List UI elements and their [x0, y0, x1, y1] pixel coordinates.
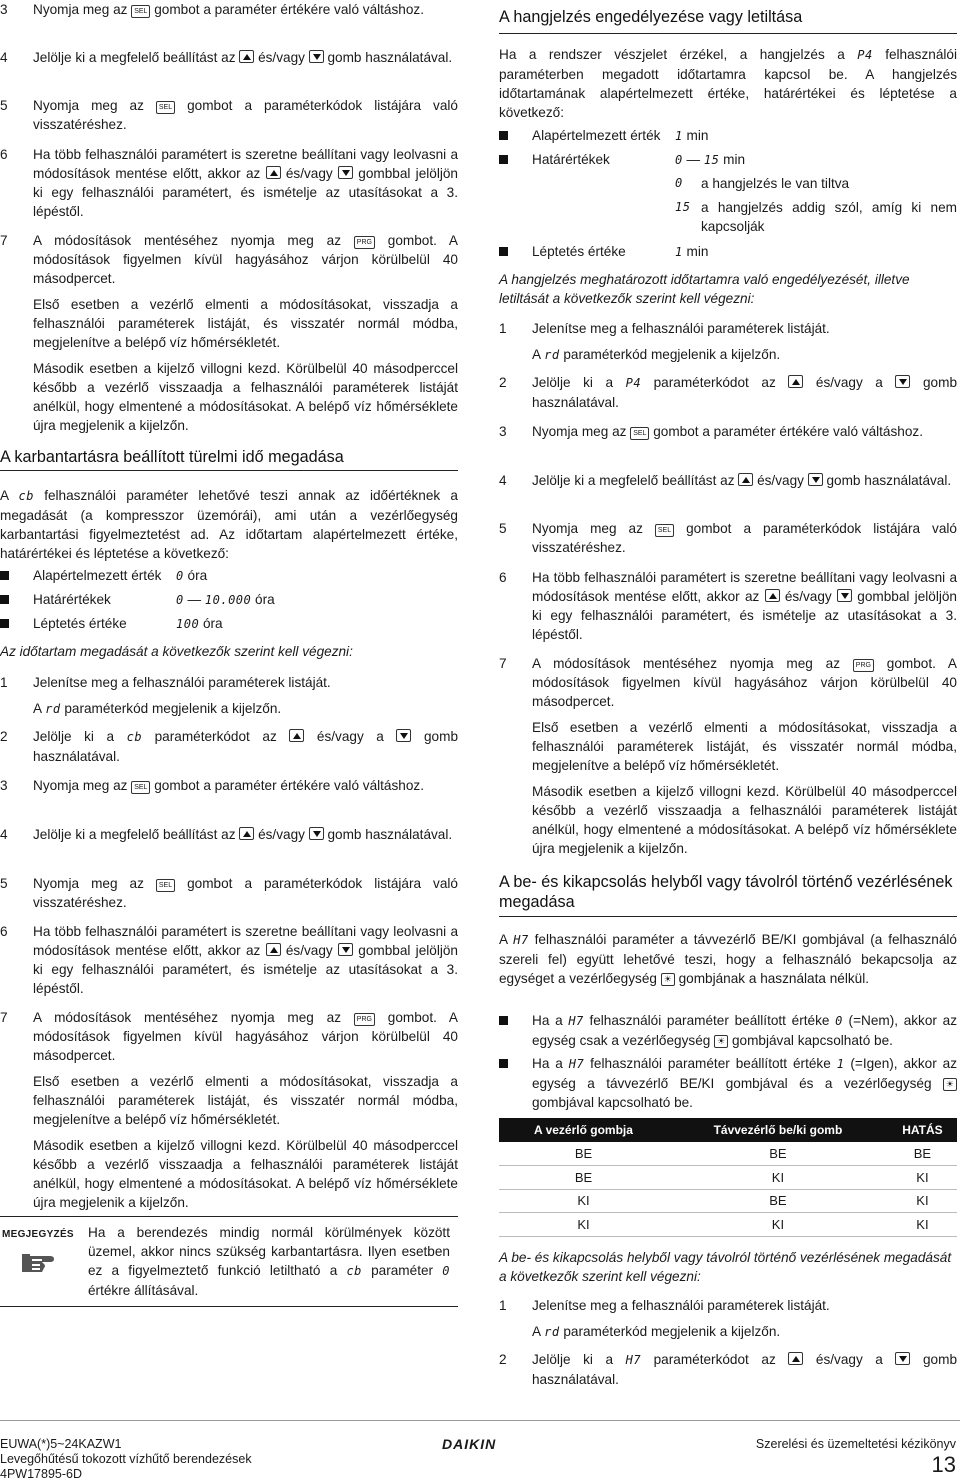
square-bullet-icon: [499, 247, 508, 256]
step-paragraph: Jelölje ki a megfelelő beállítást az és/vagy gomb használatával.: [33, 827, 453, 842]
step-text: [33, 727, 458, 766]
arrow-up-key-icon: [289, 729, 304, 742]
arrow-up-key-icon: [788, 1352, 803, 1365]
step-paragraph: Jelölje ki a megfelelő beállítást az és/vagy gomb használatával.: [33, 50, 453, 65]
step-item: [0, 96, 458, 134]
table-cell: BE: [499, 1166, 668, 1190]
square-bullet-icon: [499, 131, 508, 140]
step-paragraph: Nyomja meg az SEL gombot a paraméter értékére való váltáshoz.: [33, 2, 424, 17]
step-paragraph: Jelölje ki a P4 paraméterkódot az és/vagy a gomb használatával.: [532, 375, 958, 410]
display-code: cb: [126, 730, 143, 744]
note-bottom-rule: [0, 1306, 458, 1307]
step-text: [33, 673, 458, 719]
step-item: [0, 922, 458, 998]
square-bullet-icon: [0, 595, 9, 604]
footer-doc-code: 4PW17895-6D: [0, 1467, 82, 1481]
step-paragraph: Első esetben a vezérlő elmenti a módosításokat, visszadja a felhasználói paraméterek listáját, és visszatér normál módba, megjelenítve a belépő víz hőmérsékletét.: [33, 297, 458, 350]
table-cell: KI: [888, 1166, 957, 1190]
bullet-label: Alapértelmezett érték: [532, 128, 661, 143]
page-number: 13: [931, 1452, 956, 1477]
step-number: 1: [0, 675, 8, 690]
step-paragraph: A rd paraméterkód megjelenik a kijelzőn.: [33, 701, 282, 716]
bullet-label: Határértékek: [33, 592, 111, 607]
table-row: [499, 1213, 957, 1237]
step-item: [0, 825, 458, 844]
bullet-label: Léptetés értéke: [33, 616, 127, 631]
step-paragraph: Jelölje ki a cb paraméterkódot az és/vagy a gomb használatával.: [33, 729, 459, 764]
display-code: 0: [176, 569, 184, 583]
arrow-down-key-icon: [309, 50, 324, 63]
prg-key-icon: PRG: [354, 1013, 375, 1026]
step-number: 4: [0, 827, 8, 842]
step-text: [532, 519, 957, 557]
table-cell: KI: [668, 1213, 888, 1237]
bullet-item: [499, 1054, 957, 1112]
display-code: H7: [568, 1057, 585, 1071]
footer-product: Levegőhűtésű tokozott vízhűtő berendezések: [0, 1452, 252, 1466]
step-paragraph: Második esetben a kijelző villogni kezd. Körülbelül 40 másodperccel később a vezérlő visszaadja a felhasználói paraméterek listáját anélkül, hogy elmentené a módosításokat. A belépő víz hőmérséklete újra megjelenik a kijelzőn.: [532, 784, 957, 856]
step-text: [33, 825, 458, 844]
arrow-down-key-icon: [396, 729, 411, 742]
bullet-item: [499, 1011, 957, 1050]
arrow-up-key-icon: [738, 473, 753, 486]
step-paragraph: A módosítások mentéséhez nyomja meg az PRG gombot. A módosítások figyelmen kívül hagyásához várjon körülbelül 40 másodpercet.: [33, 233, 458, 286]
note-label: MEGJEGYZÉS: [2, 1229, 74, 1240]
display-code: 1: [675, 245, 683, 259]
step-number: 3: [0, 778, 8, 793]
step-paragraph: Második esetben a kijelző villogni kezd. Körülbelül 40 másodperccel később a vezérlő visszaadja a felhasználói paraméterek listáját anélkül, hogy elmentené a módosításokat. A belépő víz hőmérséklete újra megjelenik a kijelzőn.: [33, 361, 458, 433]
step-paragraph: Jelenítse meg a felhasználói paraméterek listáját.: [532, 321, 830, 336]
bullet-text: Ha a H7 felhasználói paraméter beállított értéke 0 (=Nem), akkor az egység csak a vezérlőegység ☀ gombjával kapcsolható be.: [532, 1013, 957, 1048]
step-paragraph: Nyomja meg az SEL gombot a paraméter értékére való váltáshoz.: [532, 424, 923, 439]
step-item: [0, 145, 458, 221]
step-text: [532, 568, 957, 644]
bullet-value: 0 — 15 min: [675, 152, 746, 167]
step-item: [0, 673, 458, 719]
step-number: 1: [499, 321, 507, 336]
sel-key-icon: SEL: [655, 524, 674, 537]
arrow-down-key-icon: [895, 375, 910, 388]
step-number: 7: [0, 1010, 8, 1025]
step-text: [33, 922, 458, 998]
step-number: 7: [0, 233, 8, 248]
step-item: [499, 319, 957, 365]
footer-manual: Szerelési és üzemeltetési kézikönyv: [755, 1437, 956, 1451]
step-number: 6: [0, 147, 8, 162]
table-cell: BE: [499, 1142, 668, 1166]
step-text: [532, 1350, 957, 1389]
step-item: [0, 874, 458, 912]
sel-key-icon: SEL: [131, 781, 150, 794]
step-number: 5: [0, 98, 8, 113]
step-number: 7: [499, 656, 507, 671]
square-bullet-icon: [0, 571, 9, 580]
range-note: [675, 198, 957, 236]
section-rule: [499, 33, 957, 34]
step-number: 4: [0, 50, 8, 65]
table-header-cell: A vezérlő gombja: [499, 1118, 668, 1142]
step-paragraph: Nyomja meg az SEL gombot a paraméter értékére való váltáshoz.: [33, 778, 424, 793]
step-number: 4: [499, 473, 507, 488]
table-header-cell: HATÁS: [888, 1118, 957, 1142]
step-paragraph: A rd paraméterkód megjelenik a kijelzőn.: [532, 347, 781, 362]
display-code: cb: [346, 1264, 362, 1278]
prg-key-icon: PRG: [853, 659, 874, 672]
arrow-up-key-icon: [788, 375, 803, 388]
step-paragraph: Első esetben a vezérlő elmenti a módosításokat, visszadja a felhasználói paraméterek listáját, és visszatér normál módba, megjelenítve a belépő víz hőmérsékletét.: [532, 720, 957, 773]
step-paragraph: Jelenítse meg a felhasználói paraméterek listáját.: [33, 675, 331, 690]
step-item: [499, 1350, 957, 1389]
prg-key-icon: PRG: [354, 236, 375, 249]
arrow-down-key-icon: [338, 166, 353, 179]
step-paragraph: A módosítások mentéséhez nyomja meg az PRG gombot. A módosítások figyelmen kívül hagyásához várjon körülbelül 40 másodpercet.: [532, 656, 957, 709]
step-item: [0, 776, 458, 795]
table-cell: KI: [668, 1166, 888, 1190]
table-cell: KI: [888, 1189, 957, 1213]
step-text: [33, 145, 458, 221]
display-code: 100: [176, 617, 200, 631]
bullet-value: 100 óra: [176, 616, 223, 631]
bullet-label: Léptetés értéke: [532, 244, 626, 259]
display-code: rd: [544, 348, 560, 362]
display-code: P4: [625, 376, 642, 390]
table-cell: KI: [499, 1213, 668, 1237]
step-paragraph: Első esetben a vezérlő elmenti a módosításokat, visszadja a felhasználói paraméterek listáját, és visszatér normál módba, megjelenítve a belépő víz hőmérsékletét.: [33, 1074, 458, 1127]
step-paragraph: Nyomja meg az SEL gombot a paraméterkódok listájára való visszatéréshez.: [33, 876, 458, 910]
section-title-alarm: A hangjelzés engedélyezése vagy letiltása: [499, 8, 803, 26]
alarm-instructions: A hangjelzés meghatározott időtartamra való engedélyezését, illetve letiltását a következők szerint kell végezni:: [499, 272, 910, 306]
step-item: [0, 0, 458, 19]
step-item: [0, 231, 458, 435]
on-off-table: [499, 1118, 957, 1237]
step-number: 2: [0, 729, 8, 744]
square-bullet-icon: [0, 619, 9, 628]
on-off-key-icon: ☀: [714, 1035, 728, 1048]
step-text: [33, 776, 458, 795]
remote-instructions: A be- és kikapcsolás helyből vagy távolról történő vezérlésének megadását a következők szerint kell végezni:: [499, 1250, 952, 1284]
table-cell: KI: [499, 1189, 668, 1213]
bullet-label: Alapértelmezett érték: [33, 568, 162, 583]
step-item: [0, 48, 458, 67]
display-code: 0: [442, 1264, 450, 1278]
section-rule: [0, 470, 458, 471]
on-off-key-icon: ☀: [943, 1078, 957, 1091]
range-note-text: a hangjelzés le van tiltva: [701, 176, 850, 191]
step-text: [532, 471, 957, 490]
sel-key-icon: SEL: [630, 427, 649, 440]
step-paragraph: A rd paraméterkód megjelenik a kijelzőn.: [532, 1324, 781, 1339]
display-code: H7: [568, 1014, 584, 1028]
table-row: [499, 1166, 957, 1190]
step-paragraph: Második esetben a kijelző villogni kezd. Körülbelül 40 másodperccel később a vezérlő visszaadja a felhasználói paraméterek listáját anélkül, hogy elmentené a módosításokat. A belépő víz hőmérséklete újra megjelenik a kijelzőn.: [33, 1138, 458, 1210]
step-item: [499, 654, 957, 858]
arrow-up-key-icon: [239, 50, 254, 63]
step-number: 5: [499, 521, 507, 536]
step-text: [532, 319, 957, 365]
step-paragraph: Jelölje ki a megfelelő beállítást az és/vagy gomb használatával.: [532, 473, 952, 488]
step-number: 1: [499, 1298, 507, 1313]
range-note: [675, 174, 957, 193]
table-cell: BE: [888, 1142, 957, 1166]
display-code: 15: [703, 153, 720, 167]
bullet-value: 1 min: [675, 244, 709, 259]
bullet-value: 0 óra: [176, 568, 208, 583]
display-code: 15: [675, 200, 691, 214]
step-text: [33, 0, 458, 19]
arrow-up-key-icon: [266, 943, 281, 956]
step-number: 3: [499, 424, 507, 439]
step-paragraph: Nyomja meg az SEL gombot a paraméterkódok listájára való visszatéréshez.: [33, 98, 458, 132]
bullet-value: 1 min: [675, 128, 709, 143]
bullet-text: Ha a H7 felhasználói paraméter beállított értéke 1 (=Igen), akkor az egység a távvezérlő BE/KI gombjával és a vezérlőegység ☀ gombjával kapcsolható be.: [532, 1056, 957, 1110]
step-paragraph: Ha több felhasználói paramétert is szeretne beállítani vagy leolvasni a módosítások mentése előtt, akkor az és/vagy gombbal jelöljön ki egy felhasználói paramétert, és ismételje az utasításokat a 3. lépéstől.: [532, 570, 957, 642]
display-code: H7: [513, 933, 529, 947]
square-bullet-icon: [499, 1059, 508, 1068]
step-text: [33, 48, 458, 67]
step-number: 6: [0, 924, 8, 939]
step-text: [33, 1008, 458, 1212]
arrow-down-key-icon: [309, 827, 324, 840]
square-bullet-icon: [499, 155, 508, 164]
alarm-intro: Ha a rendszer vészjelet érzékel, a hangjelzés a P4 felhasználói paraméterben megadott időtartamra kapcsol be. A hangjelzés időtartamának alapértelmezett értéke, határértékei és léptetése a következő:: [499, 47, 957, 120]
display-code: 0: [675, 153, 683, 167]
step-text: [532, 422, 957, 441]
arrow-down-key-icon: [808, 473, 823, 486]
square-bullet-icon: [499, 1016, 508, 1025]
step-text: [33, 874, 458, 912]
arrow-down-key-icon: [338, 943, 353, 956]
step-number: 2: [499, 1352, 507, 1367]
sel-key-icon: SEL: [156, 879, 175, 892]
arrow-down-key-icon: [837, 589, 852, 602]
step-number: 3: [0, 2, 8, 17]
footer-rule: [0, 1420, 960, 1421]
section-title-remote: A be- és kikapcsolás helyből vagy távolról történő vezérlésének megadása: [499, 873, 953, 911]
section-rule: [499, 916, 957, 917]
display-code: 1: [675, 129, 683, 143]
step-paragraph: A módosítások mentéséhez nyomja meg az PRG gombot. A módosítások figyelmen kívül hagyásához várjon körülbelül 40 másodpercet.: [33, 1010, 458, 1063]
display-code: P4: [857, 48, 873, 62]
step-text: [33, 96, 458, 134]
step-number: 2: [499, 375, 507, 390]
note-top-rule: [0, 1216, 458, 1217]
table-cell: BE: [668, 1142, 888, 1166]
display-code: 1: [836, 1057, 845, 1071]
display-code: 0: [675, 176, 683, 190]
step-number: 5: [0, 876, 8, 891]
maintenance-instructions: Az időtartam megadását a következők szerint kell végezni:: [0, 644, 353, 659]
display-code: rd: [544, 1325, 560, 1339]
sel-key-icon: SEL: [131, 5, 150, 18]
daikin-logo: DAIKIN: [442, 1436, 497, 1452]
step-paragraph: Jelölje ki a H7 paraméterkódot az és/vagy a gomb használatával.: [532, 1352, 958, 1387]
step-item: [0, 1008, 458, 1212]
footer-model: EUWA(*)5~24KAZW1: [0, 1437, 122, 1451]
display-code: H7: [625, 1353, 642, 1367]
step-item: [0, 727, 458, 766]
table-header-row: [499, 1118, 957, 1142]
section-title-maintenance: A karbantartásra beállított türelmi idő megadása: [0, 448, 344, 466]
step-item: [499, 519, 957, 557]
step-paragraph: Ha több felhasználói paramétert is szeretne beállítani vagy leolvasni a módosítások mentése előtt, akkor az és/vagy gombbal jelöljön ki egy felhasználói paramétert, és ismételje az utasításokat a 3. lépéstől.: [33, 147, 458, 219]
arrow-down-key-icon: [895, 1352, 910, 1365]
display-code: 0: [176, 593, 184, 607]
step-number: 6: [499, 570, 507, 585]
bullet-label: Határértékek: [532, 152, 610, 167]
maintenance-intro: A cb felhasználói paraméter lehetővé teszi annak az időértéknek a megadását (a kompresszor üzemórái), ami után a vezérlőegység karbantartási figyelmeztetést ad. Az időtartam alapértelmezett értéke, határértékei és léptetése a következő:: [0, 488, 458, 561]
step-item: [499, 422, 957, 441]
step-text: [532, 373, 957, 412]
on-off-key-icon: ☀: [661, 973, 675, 986]
range-note-text: a hangjelzés addig szól, amíg ki nem kapcsolják: [701, 200, 957, 234]
step-item: [499, 373, 957, 412]
remote-intro: A H7 felhasználói paraméter a távvezérlő BE/KI gombjával (a felhasználó szereli fel) együtt lehetővé teszi, hogy a felhasználó bekapcsolja az egységet a vezérlőegység ☀ gombjának a használata nélkül.: [499, 932, 957, 986]
bullet-value: 0 — 10.000 óra: [176, 592, 275, 607]
table-cell: KI: [888, 1213, 957, 1237]
display-code: 10.000: [204, 593, 252, 607]
note-text: Ha a berendezés mindig normál körülmények között üzemel, akkor nincs szükség karbantartásra. Ilyen esetben ez a figyelmeztető funkció letiltható a cb paraméter 0 értékre állításával.: [88, 1225, 450, 1298]
table-cell: BE: [668, 1189, 888, 1213]
sel-key-icon: SEL: [156, 101, 175, 114]
arrow-up-key-icon: [266, 166, 281, 179]
step-paragraph: Nyomja meg az SEL gombot a paraméterkódok listájára való visszatéréshez.: [532, 521, 957, 555]
display-code: rd: [45, 702, 61, 716]
step-text: [532, 654, 957, 858]
page-footer: [0, 1420, 960, 1481]
step-text: [33, 231, 458, 435]
arrow-up-key-icon: [239, 827, 254, 840]
table-header-cell: Távvezérlő be/ki gomb: [668, 1118, 888, 1142]
step-paragraph: Jelenítse meg a felhasználói paraméterek listáját.: [532, 1298, 830, 1313]
table-row: [499, 1189, 957, 1213]
step-item: [499, 568, 957, 644]
step-paragraph: Ha több felhasználói paramétert is szeretne beállítani vagy leolvasni a módosítások mentése előtt, akkor az és/vagy gombbal jelöljön ki egy felhasználói paramétert, és ismételje az utasításokat a 3. lépéstől.: [33, 924, 458, 996]
step-item: [499, 1296, 957, 1342]
display-code: 0: [835, 1014, 843, 1028]
display-code: cb: [18, 489, 34, 503]
pointing-hand-icon: [20, 1242, 60, 1276]
table-row: [499, 1142, 957, 1166]
step-text: [532, 1296, 957, 1342]
step-item: [499, 471, 957, 490]
arrow-up-key-icon: [765, 589, 780, 602]
